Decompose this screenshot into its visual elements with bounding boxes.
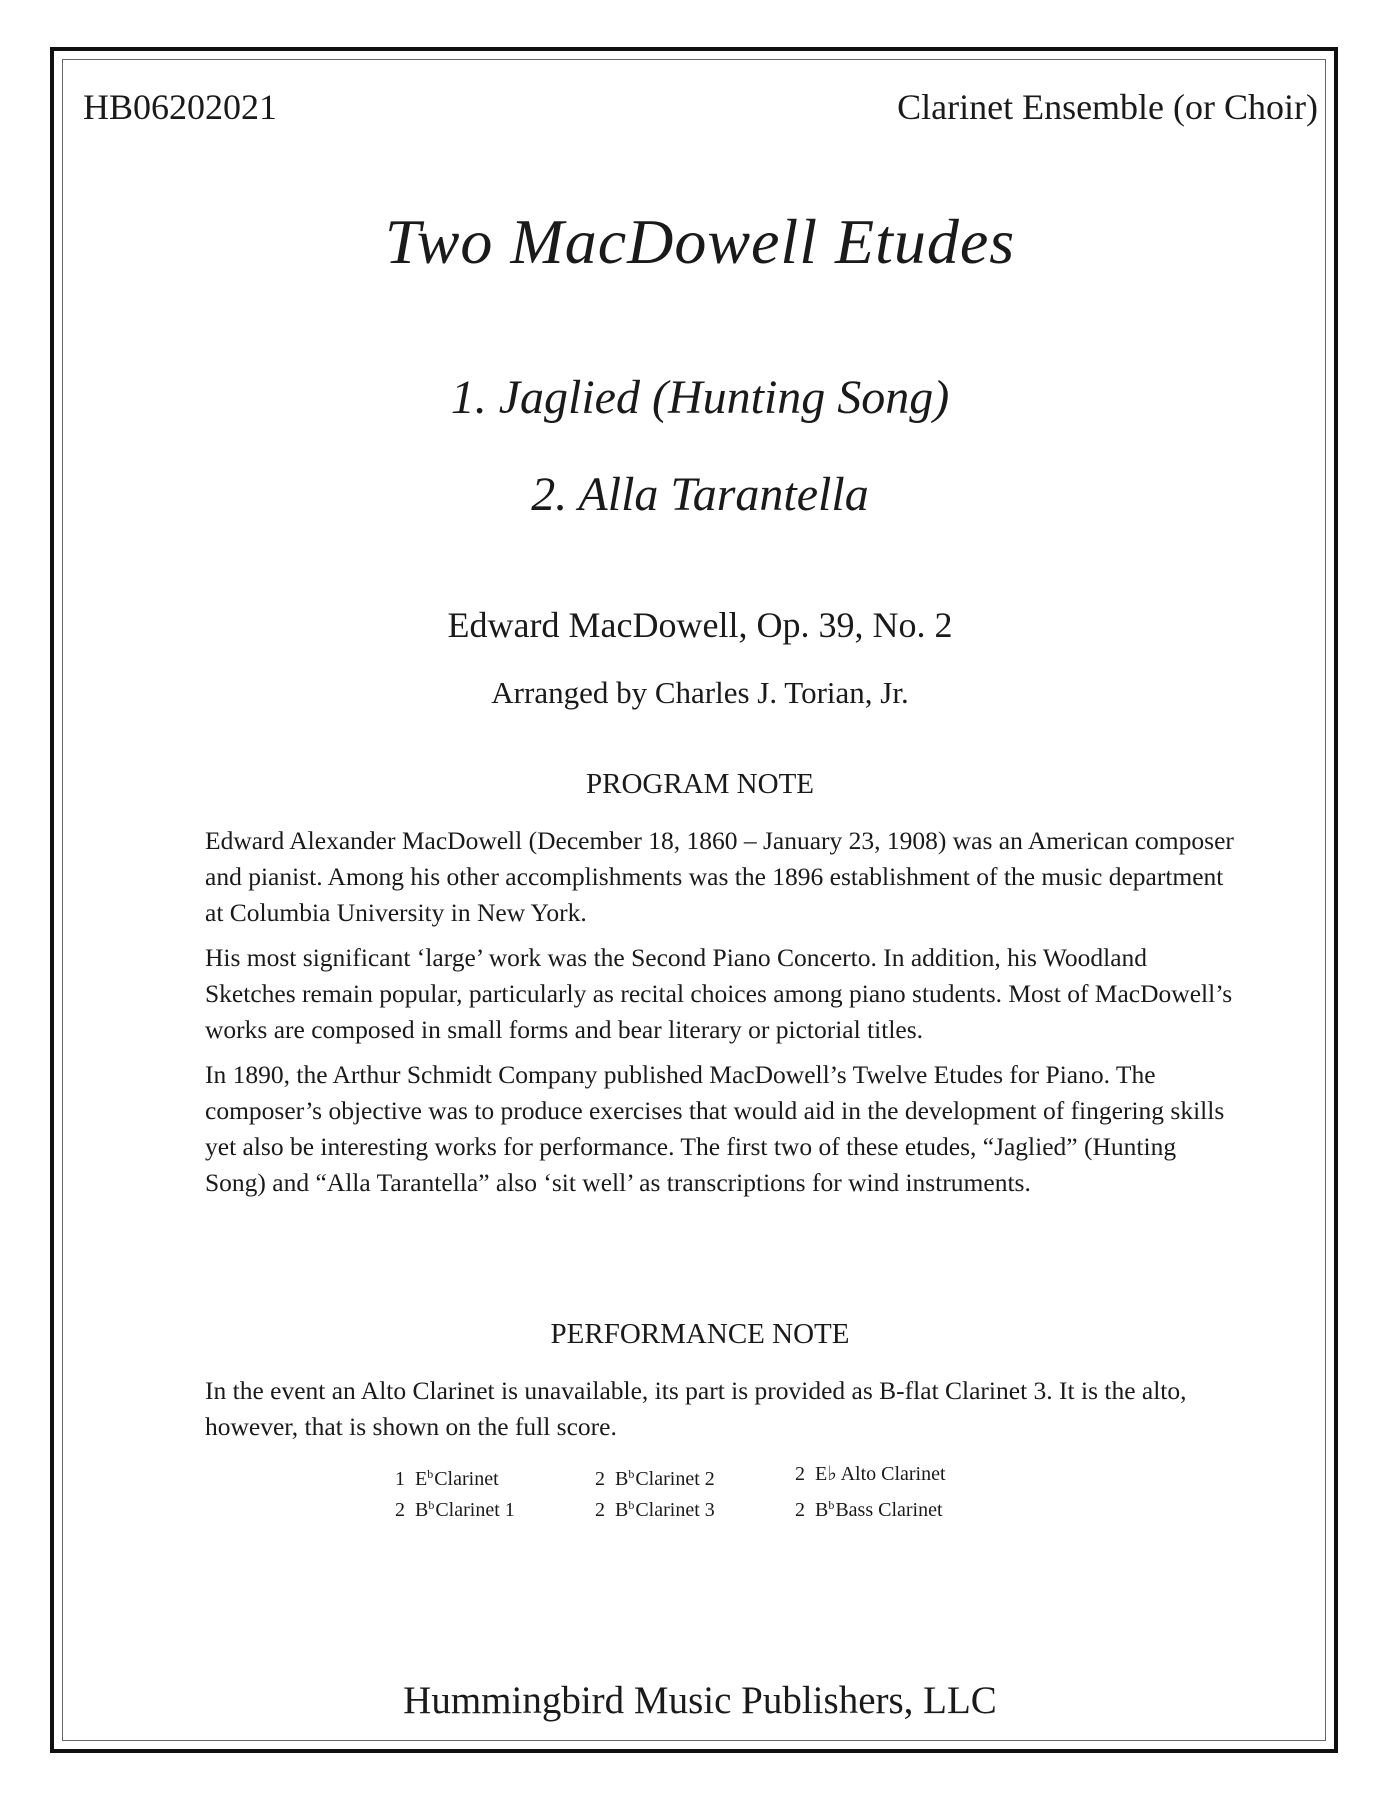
arranger-line: Arranged by Charles J. Torian, Jr. — [491, 675, 909, 710]
program-note-heading: PROGRAM NOTE — [586, 768, 814, 800]
page-title: Two MacDowell Etudes — [384, 206, 1016, 277]
program-note-paragraph: Edward Alexander MacDowell (December 18, 1860 – January 23, 1908) was an American composer and pianist. Among his other accomplishments was the 1896 establishment of the music department at Columbia University in New York. — [205, 826, 1234, 927]
movement-1-title: 1. Jaglied (Hunting Song) — [450, 371, 950, 424]
ensemble-type: Clarinet Ensemble (or Choir) — [897, 87, 1318, 127]
catalog-number: HB06202021 — [83, 87, 278, 127]
performance-note-paragraph: In the event an Alto Clarinet is unavailable, its part is provided as B-flat Clarinet 3. It is the alto, however, that is shown on the full score. — [205, 1376, 1187, 1441]
publisher-name: Hummingbird Music Publishers, LLC — [403, 1679, 997, 1722]
program-note-paragraph: In 1890, the Arthur Schmidt Company published MacDowell’s Twelve Etudes for Piano. The composer’s objective was to produce exercises that would aid in the development of fingering skills yet also be interesting works for performance. The first two of these etudes, “Jaglied” (Hunting Song) and “Alla Tarantella” also ‘sit well’ as transcriptions for wind instruments. — [205, 1060, 1225, 1197]
program-note-body — [205, 823, 1235, 1210]
performance-note-heading: PERFORMANCE NOTE — [550, 1318, 850, 1350]
instrument-item: 2 E♭ Alto Clarinet — [795, 1463, 946, 1485]
instrument-item: 2 $B^bClarinet$ 2 — [595, 1467, 715, 1490]
composer-line: Edward MacDowell, Op. 39, No. 2 — [447, 605, 953, 645]
movement-2-title: 2. Alla Tarantella — [531, 468, 869, 521]
instrument-item: 2 $B^bClarinet$ 1 — [395, 1498, 515, 1521]
program-note-paragraph: His most significant ‘large’ work was the Second Piano Concerto. In addition, his Woodland Sketches remain popular, particularly as recital choices among piano students. Most of MacDowell’s works are composed in small forms and bear literary or pictorial titles. — [205, 943, 1233, 1044]
instrument-item: 2 $B^bClarinet$ 3 — [595, 1498, 715, 1521]
performance-note-body — [205, 1373, 1235, 1454]
instrument-item: 1 $E^bClarinet$ — [395, 1467, 499, 1490]
instrument-item: 2 $B^bBass$ Clarinet — [795, 1498, 943, 1521]
